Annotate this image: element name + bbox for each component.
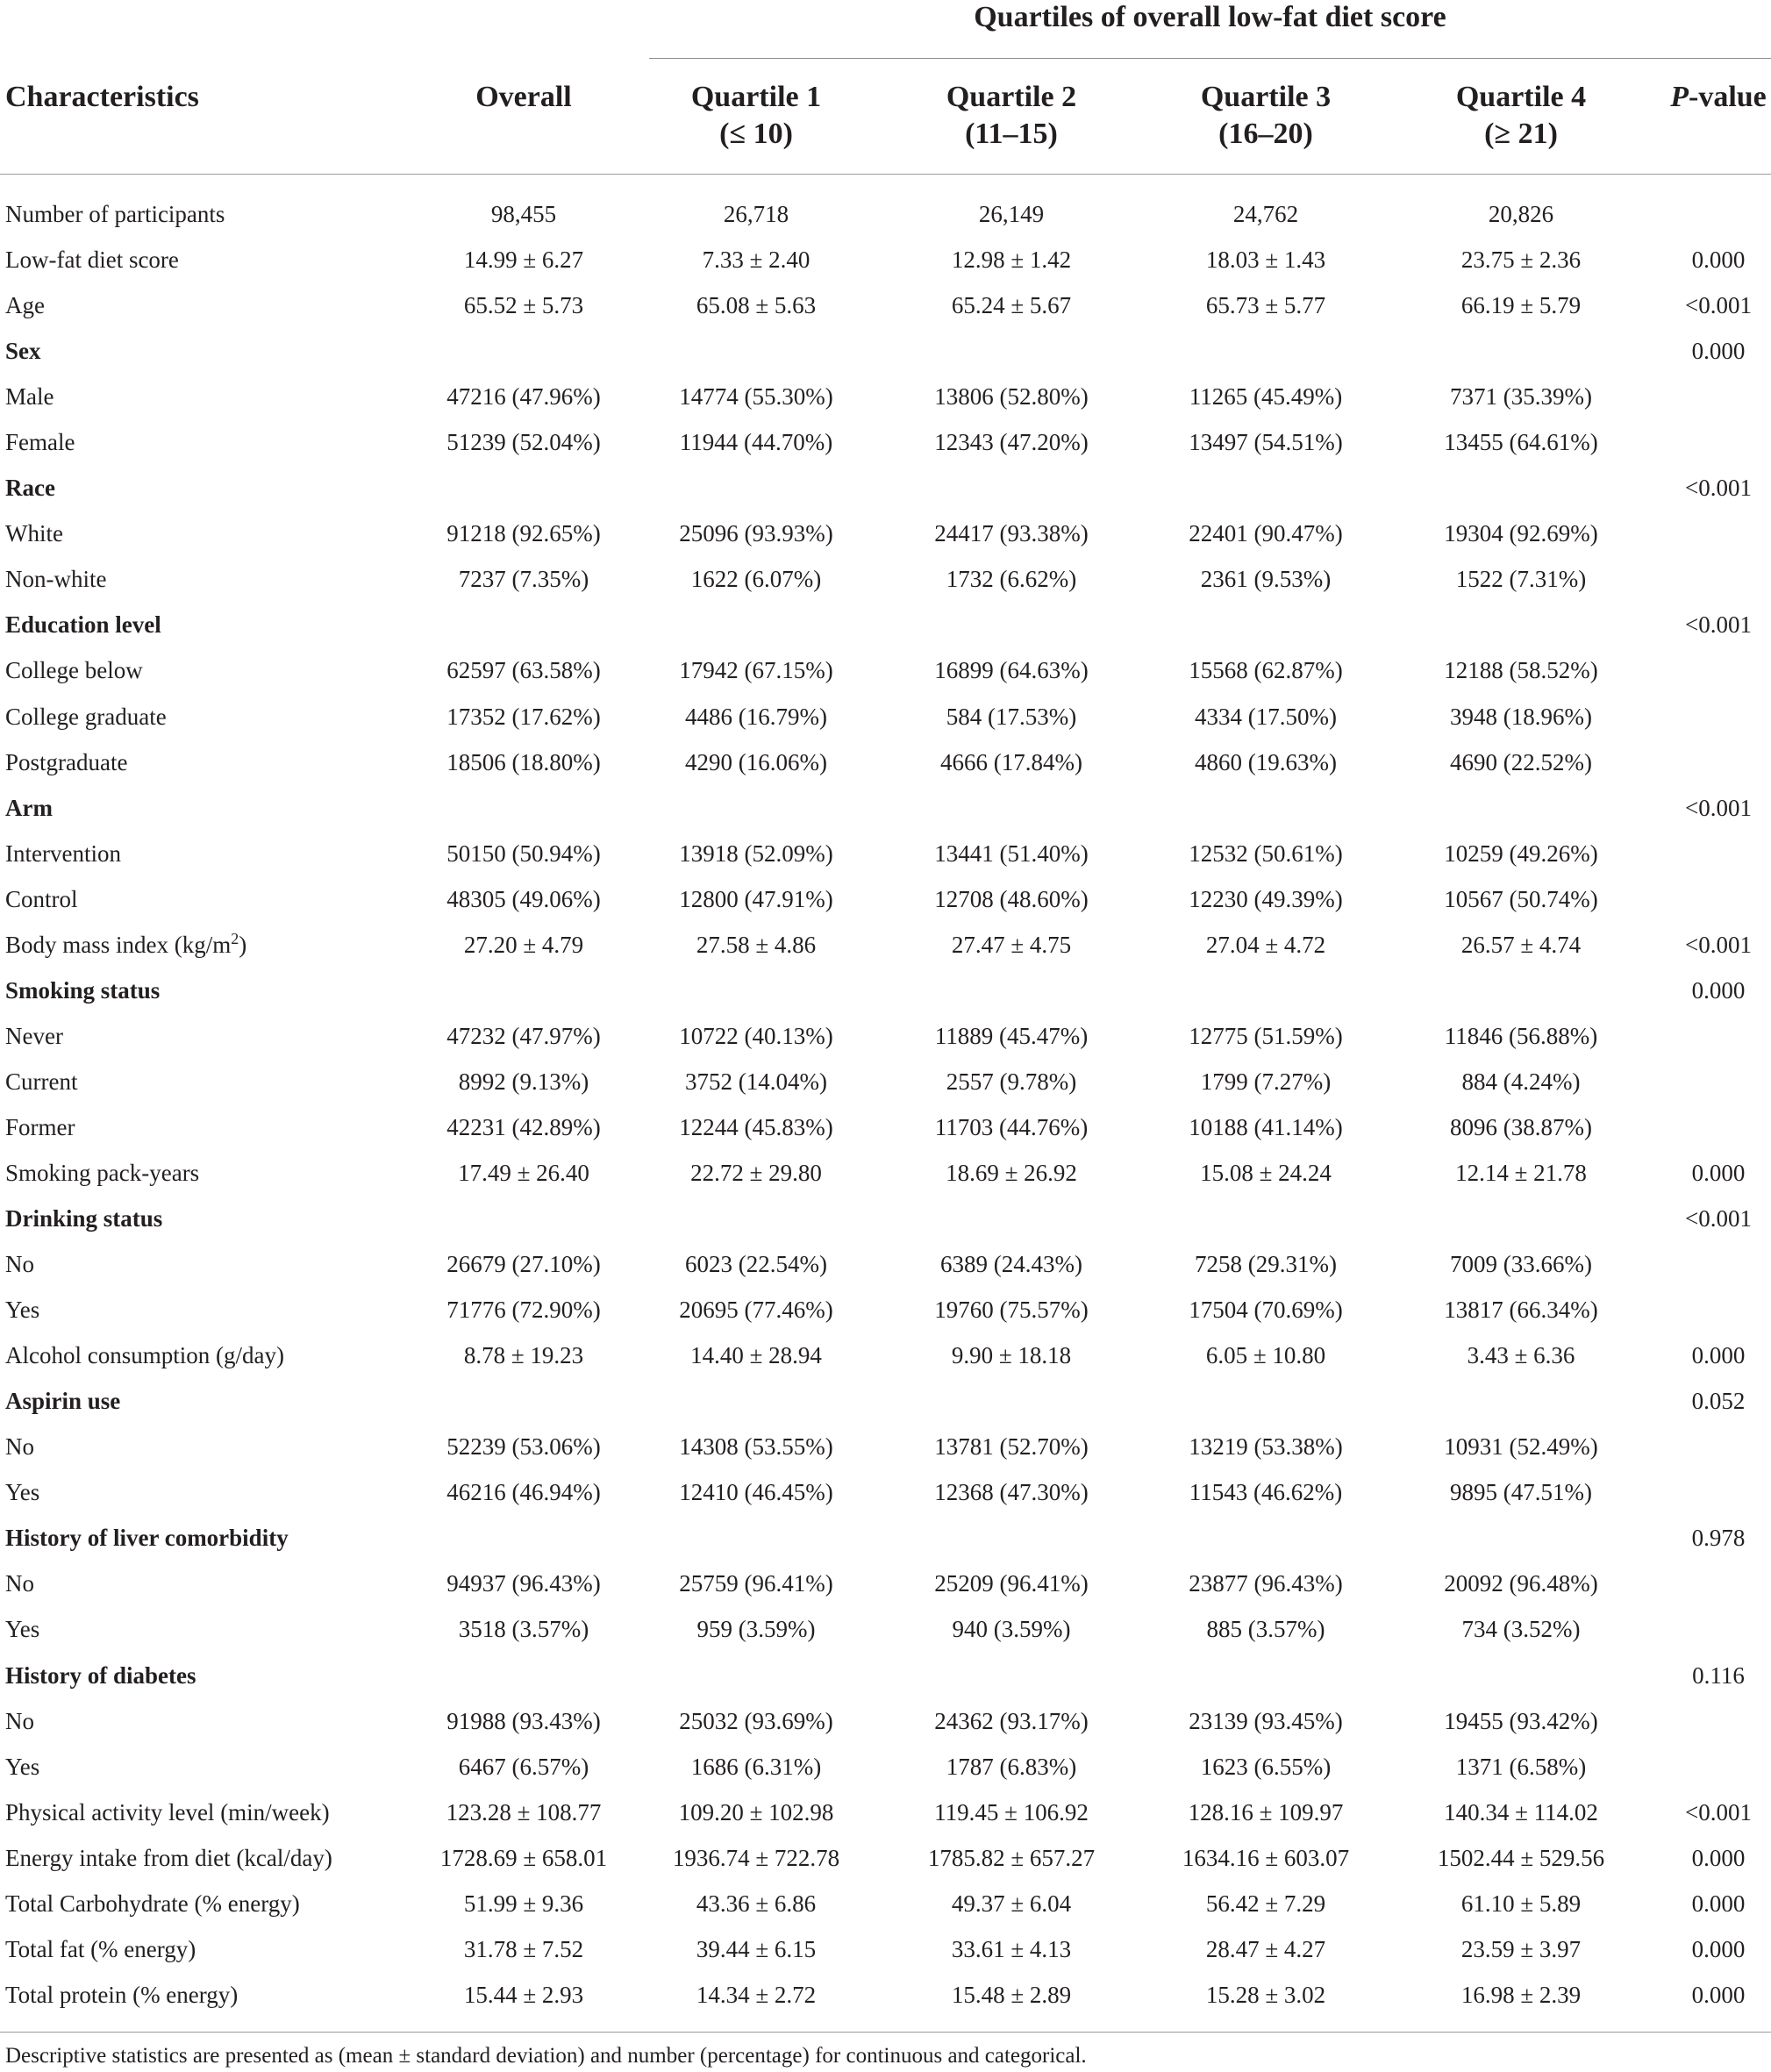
value-cell: 4486 (16.79%) [685, 703, 827, 730]
value-cell: 123.28 ± 108.77 [446, 1798, 602, 1826]
p-value-cell: <0.001 [1685, 794, 1752, 821]
value-cell: 61.10 ± 5.89 [1460, 1890, 1582, 1917]
value-cell: 15568 (62.87%) [1189, 657, 1343, 684]
row-label: Alcohol consumption (g/day) [5, 1342, 284, 1369]
p-value-cell: <0.001 [1685, 475, 1752, 502]
value-cell: 13806 (52.80%) [934, 383, 1089, 411]
value-cell: 17.49 ± 26.40 [458, 1159, 589, 1186]
value-cell: 25209 (96.41%) [934, 1570, 1089, 1597]
value-cell: 71776 (72.90%) [446, 1297, 601, 1324]
value-cell: 65.08 ± 5.63 [696, 292, 817, 319]
p-value-cell: <0.001 [1685, 931, 1752, 958]
header-p-value [1657, 79, 1771, 116]
value-cell: 3518 (3.57%) [458, 1616, 589, 1643]
value-cell: 43.36 ± 6.86 [696, 1890, 817, 1917]
value-cell: 12775 (51.59%) [1189, 1022, 1343, 1049]
row-label: Former [5, 1113, 75, 1140]
value-cell: 23877 (96.43%) [1189, 1570, 1343, 1597]
value-cell: 1732 (6.62%) [946, 566, 1077, 593]
value-cell: 50150 (50.94%) [446, 840, 601, 867]
value-cell: 23.75 ± 2.36 [1460, 246, 1582, 274]
value-cell: 4860 (19.63%) [1195, 748, 1337, 775]
value-cell: 4334 (17.50%) [1195, 703, 1337, 730]
table-row [0, 694, 1771, 739]
table-header [0, 79, 1771, 167]
value-cell: 1502.44 ± 529.56 [1437, 1844, 1605, 1871]
value-cell: 25759 (96.41%) [679, 1570, 833, 1597]
value-cell: 128.16 ± 109.97 [1188, 1798, 1344, 1826]
value-cell: 1686 (6.31%) [690, 1753, 822, 1780]
value-cell: 66.19 ± 5.79 [1460, 292, 1582, 319]
value-cell: 109.20 ± 102.98 [678, 1798, 834, 1826]
value-cell: 884 (4.24%) [1461, 1068, 1581, 1095]
value-cell: 16899 (64.63%) [934, 657, 1089, 684]
value-cell: 65.52 ± 5.73 [463, 292, 584, 319]
p-value-cell: 0.000 [1691, 1342, 1746, 1369]
value-cell: 940 (3.59%) [952, 1616, 1071, 1643]
value-cell: 22401 (90.47%) [1189, 520, 1343, 547]
value-cell: 1787 (6.83%) [946, 1753, 1077, 1780]
table-row [0, 968, 1771, 1013]
table-row [0, 1287, 1771, 1333]
value-cell: 3948 (18.96%) [1450, 703, 1592, 730]
value-cell: 4690 (22.52%) [1450, 748, 1592, 775]
value-cell: 12230 (49.39%) [1189, 885, 1343, 912]
value-cell: 18.69 ± 26.92 [946, 1159, 1077, 1186]
value-cell: 24362 (93.17%) [934, 1707, 1089, 1734]
value-cell: 12708 (48.60%) [934, 885, 1089, 912]
table-row [0, 1972, 1771, 2018]
header-quartile-1: Quartile 1 (≤ 10) [690, 81, 822, 150]
header-quartile-3: Quartile 3 (16–20) [1200, 81, 1332, 150]
value-cell: 959 (3.59%) [696, 1616, 816, 1643]
table-row [0, 602, 1771, 647]
value-cell: 13497 (54.51%) [1189, 429, 1343, 456]
table-row [0, 465, 1771, 511]
row-label: Yes [5, 1297, 40, 1324]
value-cell: 13781 (52.70%) [934, 1433, 1089, 1461]
value-cell: 3.43 ± 6.36 [1467, 1342, 1575, 1369]
value-cell: 24417 (93.38%) [934, 520, 1089, 547]
value-cell: 9895 (47.51%) [1450, 1479, 1592, 1506]
value-cell: 15.08 ± 24.24 [1200, 1159, 1332, 1186]
value-cell: 119.45 ± 106.92 [934, 1798, 1089, 1826]
row-label: Control [5, 885, 78, 912]
value-cell: 13219 (53.38%) [1189, 1433, 1343, 1461]
bottom-rule [0, 2032, 1771, 2033]
table-row [0, 1698, 1771, 1744]
row-label: Non-white [5, 566, 107, 593]
value-cell: 1799 (7.27%) [1200, 1068, 1332, 1095]
p-value-cell: 0.000 [1691, 1981, 1746, 2008]
value-cell: 15.44 ± 2.93 [463, 1981, 584, 2008]
p-value-cell: 0.000 [1691, 1844, 1746, 1871]
value-cell: 2361 (9.53%) [1200, 566, 1332, 593]
row-label: History of liver comorbidity [5, 1525, 289, 1552]
header-quartile-2: Quartile 2 (11–15) [946, 81, 1077, 150]
table-row [0, 1835, 1771, 1881]
value-cell: 734 (3.52%) [1461, 1616, 1581, 1643]
value-cell: 26,718 [723, 201, 789, 227]
table-row [0, 556, 1771, 602]
value-cell: 42231 (42.89%) [446, 1113, 601, 1140]
value-cell: 8.78 ± 19.23 [463, 1342, 584, 1369]
header-rule [0, 174, 1771, 175]
value-cell: 24,762 [1232, 201, 1299, 227]
row-label: College graduate [5, 703, 167, 730]
row-label: History of diabetes [5, 1661, 196, 1689]
value-cell: 12244 (45.83%) [679, 1113, 833, 1140]
table-row [0, 1378, 1771, 1424]
value-cell: 8096 (38.87%) [1450, 1113, 1592, 1140]
table-row [0, 419, 1771, 465]
value-cell: 48305 (49.06%) [446, 885, 601, 912]
row-label: Drinking status [5, 1205, 163, 1232]
value-cell: 1623 (6.55%) [1200, 1753, 1332, 1780]
p-value-cell: <0.001 [1685, 611, 1752, 639]
row-label: Physical activity level (min/week) [5, 1798, 330, 1826]
header-quartile-4: Quartile 4 (≥ 21) [1455, 81, 1587, 150]
table-row [0, 374, 1771, 419]
value-cell: 1728.69 ± 658.01 [439, 1844, 608, 1871]
value-cell: 17504 (70.69%) [1189, 1297, 1343, 1324]
table-row [0, 1653, 1771, 1698]
row-label: Current [5, 1068, 78, 1095]
value-cell: 13817 (66.34%) [1444, 1297, 1598, 1324]
row-label: Number of participants [5, 201, 225, 227]
p-value-cell: 0.000 [1691, 1890, 1746, 1917]
table-row [0, 1744, 1771, 1790]
p-value-cell: <0.001 [1685, 1798, 1752, 1826]
value-cell: 8992 (9.13%) [458, 1068, 589, 1095]
row-label: Education level [5, 611, 161, 639]
p-value-cell: 0.000 [1691, 1935, 1746, 1962]
value-cell: 6023 (22.54%) [685, 1251, 827, 1278]
value-cell: 12343 (47.20%) [934, 429, 1089, 456]
value-cell: 17352 (17.62%) [446, 703, 601, 730]
value-cell: 12.98 ± 1.42 [951, 246, 1072, 274]
value-cell: 4290 (16.06%) [685, 748, 827, 775]
p-value-cell: <0.001 [1685, 292, 1752, 319]
p-value-cell: 0.000 [1691, 338, 1746, 365]
table-footnote: Descriptive statistics are presented as (mean ± standard deviation) and number (percentage) for continuous and categorical. [5, 2044, 1087, 2068]
table-row [0, 1926, 1771, 1972]
table-row [0, 237, 1771, 282]
row-label: Arm [5, 794, 53, 821]
table-row [0, 785, 1771, 831]
row-label: White [5, 520, 63, 547]
row-label: Smoking status [5, 976, 161, 1004]
value-cell: 12800 (47.91%) [679, 885, 833, 912]
value-cell: 56.42 ± 7.29 [1205, 1890, 1326, 1917]
table-row [0, 328, 1771, 374]
p-value-cell: 0.000 [1691, 1159, 1746, 1186]
table-row [0, 511, 1771, 556]
value-cell: 46216 (46.94%) [446, 1479, 601, 1506]
row-label: Aspirin use [5, 1388, 121, 1415]
row-label: Yes [5, 1479, 40, 1506]
value-cell: 14.34 ± 2.72 [696, 1981, 817, 2008]
value-cell: 10567 (50.74%) [1444, 885, 1598, 912]
value-cell: 13455 (64.61%) [1444, 429, 1598, 456]
value-cell: 25096 (93.93%) [679, 520, 833, 547]
row-label: Yes [5, 1753, 40, 1780]
value-cell: 16.98 ± 2.39 [1460, 1981, 1582, 2008]
value-cell: 65.24 ± 5.67 [951, 292, 1072, 319]
row-label: Age [5, 292, 45, 319]
value-cell: 26.57 ± 4.74 [1460, 931, 1582, 958]
p-value-cell: 0.116 [1692, 1661, 1745, 1689]
value-cell: 91218 (92.65%) [446, 520, 601, 547]
value-cell: 12410 (46.45%) [679, 1479, 833, 1506]
value-cell: 39.44 ± 6.15 [696, 1935, 817, 1962]
table-row [0, 739, 1771, 785]
value-cell: 885 (3.57%) [1206, 1616, 1325, 1643]
p-value-cell: 0.978 [1691, 1525, 1746, 1552]
value-cell: 19760 (75.57%) [934, 1297, 1089, 1324]
value-cell: 26,149 [978, 201, 1045, 227]
value-cell: 13918 (52.09%) [679, 840, 833, 867]
header-overall: Overall [475, 81, 572, 113]
row-label: Body mass index $(kg/m^2)$ [5, 929, 247, 958]
table-row [0, 1241, 1771, 1287]
value-cell: 20092 (96.48%) [1444, 1570, 1598, 1597]
value-cell: 27.20 ± 4.79 [463, 931, 584, 958]
value-cell: 7237 (7.35%) [458, 566, 589, 593]
row-label: College below [5, 657, 143, 684]
value-cell: 18.03 ± 1.43 [1205, 246, 1326, 274]
value-cell: 10722 (40.13%) [679, 1022, 833, 1049]
table-row [0, 1150, 1771, 1196]
table-row [0, 831, 1771, 876]
row-label: Male [5, 383, 54, 411]
value-cell: 52239 (53.06%) [446, 1433, 601, 1461]
row-label: Race [5, 475, 55, 502]
value-cell: 13441 (51.40%) [934, 840, 1089, 867]
row-label: Intervention [5, 840, 121, 867]
table-row [0, 1333, 1771, 1378]
value-cell: 12188 (58.52%) [1444, 657, 1598, 684]
table-row [0, 647, 1771, 693]
row-label: Never [5, 1022, 63, 1049]
value-cell: 3752 (14.04%) [685, 1068, 827, 1095]
value-cell: 11944 (44.70%) [679, 429, 833, 456]
value-cell: 91988 (93.43%) [446, 1707, 601, 1734]
value-cell: 1936.74 ± 722.78 [672, 1844, 840, 1871]
table-row [0, 1881, 1771, 1926]
value-cell: 51.99 ± 9.36 [463, 1890, 584, 1917]
row-label: Energy intake from diet (kcal/day) [5, 1844, 332, 1871]
row-label: Yes [5, 1616, 40, 1643]
table-row [0, 922, 1771, 968]
table-row [0, 191, 1771, 237]
value-cell: 10931 (52.49%) [1444, 1433, 1598, 1461]
row-label: Total fat (% energy) [5, 1935, 196, 1962]
value-cell: 49.37 ± 6.04 [951, 1890, 1072, 1917]
value-cell: 10259 (49.26%) [1444, 840, 1598, 867]
value-cell: 17942 (67.15%) [679, 657, 833, 684]
value-cell: 1634.16 ± 603.07 [1182, 1844, 1350, 1871]
value-cell: 18506 (18.80%) [446, 748, 601, 775]
value-cell: 27.04 ± 4.72 [1205, 931, 1326, 958]
value-cell: 94937 (96.43%) [446, 1570, 601, 1597]
table-row [0, 876, 1771, 922]
row-label: Postgraduate [5, 748, 128, 775]
row-label: Smoking pack-years [5, 1159, 200, 1186]
value-cell: 19304 (92.69%) [1444, 520, 1598, 547]
value-cell: 22.72 ± 29.80 [690, 1159, 822, 1186]
value-cell: 20695 (77.46%) [679, 1297, 833, 1324]
table-row [0, 1606, 1771, 1652]
value-cell: 98,455 [490, 201, 557, 227]
value-cell: 4666 (17.84%) [940, 748, 1082, 775]
value-cell: 1785.82 ± 657.27 [927, 1844, 1096, 1871]
value-cell: 65.73 ± 5.77 [1205, 292, 1326, 319]
value-cell: 27.47 ± 4.75 [951, 931, 1072, 958]
row-label: Total protein (% energy) [5, 1981, 239, 2008]
value-cell: 6.05 ± 10.80 [1205, 1342, 1326, 1369]
value-cell: 15.28 ± 3.02 [1205, 1981, 1326, 2008]
value-cell: 140.34 ± 114.02 [1444, 1798, 1598, 1826]
value-cell: 2557 (9.78%) [946, 1068, 1077, 1095]
header-p-value-text: P-value [1670, 81, 1767, 113]
row-label: Female [5, 429, 75, 456]
row-label: Total Carbohydrate (% energy) [5, 1890, 300, 1917]
table-row [0, 1469, 1771, 1515]
value-cell: 1622 (6.07%) [690, 566, 822, 593]
p-value-cell: 0.052 [1691, 1388, 1746, 1415]
table-row [0, 1059, 1771, 1104]
value-cell: 6467 (6.57%) [458, 1753, 589, 1780]
value-cell: 20,826 [1488, 201, 1554, 227]
value-cell: 12.14 ± 21.78 [1455, 1159, 1587, 1186]
value-cell: 31.78 ± 7.52 [463, 1935, 584, 1962]
value-cell: 62597 (63.58%) [446, 657, 601, 684]
spanner-rule [649, 58, 1771, 59]
value-cell: 7371 (35.39%) [1450, 383, 1592, 411]
value-cell: 47216 (47.96%) [446, 383, 601, 411]
value-cell: 19455 (93.42%) [1444, 1707, 1598, 1734]
value-cell: 12368 (47.30%) [934, 1479, 1089, 1506]
value-cell: 11703 (44.76%) [934, 1113, 1089, 1140]
value-cell: 14.40 ± 28.94 [690, 1342, 822, 1369]
value-cell: 47232 (47.97%) [446, 1022, 601, 1049]
row-label: No [5, 1251, 34, 1278]
p-value-cell: <0.001 [1685, 1205, 1752, 1232]
value-cell: 584 (17.53%) [946, 703, 1077, 730]
row-label: No [5, 1707, 34, 1734]
value-cell: 26679 (27.10%) [446, 1251, 601, 1278]
table-row [0, 282, 1771, 328]
value-cell: 14.99 ± 6.27 [463, 246, 584, 274]
table-row [0, 1013, 1771, 1059]
table-row [0, 1515, 1771, 1561]
row-label: No [5, 1570, 34, 1597]
value-cell: 15.48 ± 2.89 [951, 1981, 1072, 2008]
value-cell: 27.58 ± 4.86 [696, 931, 817, 958]
value-cell: 10188 (41.14%) [1189, 1113, 1343, 1140]
value-cell: 6389 (24.43%) [940, 1251, 1082, 1278]
value-cell: 12532 (50.61%) [1189, 840, 1343, 867]
p-value-cell: 0.000 [1691, 246, 1746, 274]
value-cell: 28.47 ± 4.27 [1205, 1935, 1326, 1962]
value-cell: 23139 (93.45%) [1189, 1707, 1343, 1734]
table-row [0, 1790, 1771, 1835]
value-cell: 11846 (56.88%) [1444, 1022, 1598, 1049]
value-cell: 51239 (52.04%) [446, 429, 601, 456]
table-row [0, 1196, 1771, 1241]
table-row [0, 1424, 1771, 1469]
value-cell: 14774 (55.30%) [679, 383, 833, 411]
value-cell: 7009 (33.66%) [1450, 1251, 1592, 1278]
value-cell: 23.59 ± 3.97 [1460, 1935, 1582, 1962]
row-label: Low-fat diet score [5, 246, 179, 274]
value-cell: 1522 (7.31%) [1455, 566, 1587, 593]
column-spanner-title: Quartiles of overall low-fat diet score [974, 1, 1446, 33]
value-cell: 11265 (45.49%) [1189, 383, 1343, 411]
value-cell: 25032 (93.69%) [679, 1707, 833, 1734]
row-label: No [5, 1433, 34, 1461]
header-characteristics: Characteristics [5, 81, 199, 113]
row-label: Sex [5, 338, 41, 365]
table-row [0, 1561, 1771, 1606]
value-cell: 1371 (6.58%) [1455, 1753, 1587, 1780]
value-cell: 11889 (45.47%) [934, 1022, 1089, 1049]
value-cell: 14308 (53.55%) [679, 1433, 833, 1461]
value-cell: 7.33 ± 2.40 [702, 246, 811, 274]
value-cell: 7258 (29.31%) [1195, 1251, 1337, 1278]
table-row [0, 1104, 1771, 1150]
table-body [0, 191, 1771, 2018]
value-cell: 33.61 ± 4.13 [951, 1935, 1072, 1962]
p-value-cell: 0.000 [1691, 976, 1746, 1004]
value-cell: 11543 (46.62%) [1189, 1479, 1343, 1506]
value-cell: 9.90 ± 18.18 [951, 1342, 1072, 1369]
